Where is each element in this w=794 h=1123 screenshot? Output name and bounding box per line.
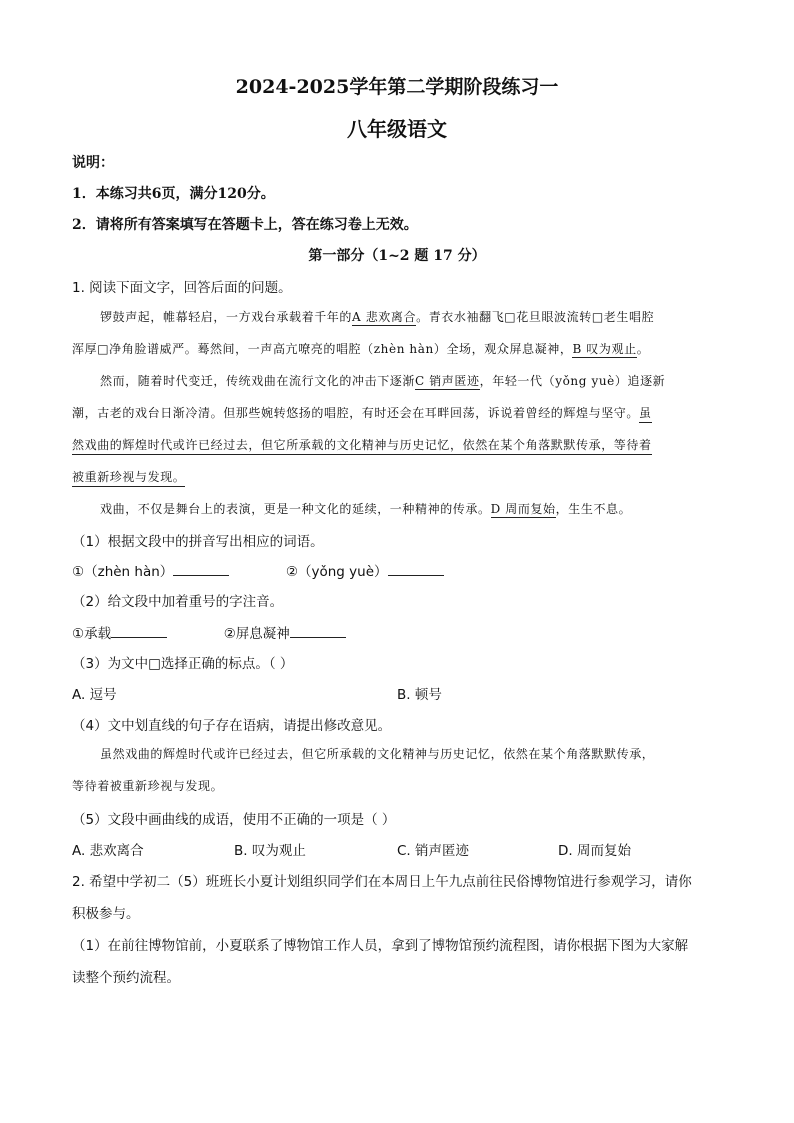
answer-blank[interactable]: [388, 563, 444, 576]
word-2-label: ②屏息凝神: [223, 626, 290, 642]
pinyin-1-label: ①（zhèn hàn）: [72, 564, 174, 580]
question-1-stem: 1. 阅读下面文字，回答后面的问题。: [72, 280, 292, 296]
idiom-a: A 悲欢离合: [352, 310, 417, 324]
subq-5-option-c[interactable]: C. 销声匿迹: [397, 843, 470, 859]
idiom-d: D 周而复始: [490, 502, 556, 516]
passage-p2-line3: [72, 436, 652, 453]
question-2-stem-line2: 积极参与。: [72, 906, 140, 922]
subq-5: （5）文段中画曲线的成语，使用不正确的一项是（ ）: [72, 812, 396, 828]
exam-subtitle: 八年级语文: [347, 117, 447, 141]
passage-text: 浑厚□净角脸谱威严。蓦然间，一声高亢嘹亮的唱腔（zhèn hàn）全场，观众屏息凝神，: [72, 342, 573, 356]
question-2-stem-line1: 2. 希望中学初二（5）班班长小夏计划组织同学们在本周日上午九点前往民俗博物馆进行参观学习，请你: [72, 874, 692, 890]
idiom-b: B 叹为观止: [572, 342, 637, 356]
underlined-sentence: 被重新珍视与发现。: [72, 470, 185, 487]
question-2-subq-1-line1: （1）在前往博物馆前，小夏联系了博物馆工作人员，拿到了博物馆预约流程图，请你根据下图为大家解: [72, 938, 689, 954]
passage-p3: [100, 500, 631, 517]
passage-p1-line1: [100, 308, 654, 325]
passage-p2-line2: [72, 404, 652, 421]
passage-p2-line4: [72, 468, 185, 485]
underlined-sentence: 然戏曲的辉煌时代或许已经过去，但它所承载的文化精神与历史记忆，依然在某个角落默默传承，等待着: [72, 438, 652, 455]
word-1-label: ①承载: [72, 626, 112, 642]
passage-text: ，生生不息。: [555, 502, 632, 516]
passage-p2-line1: [100, 372, 665, 389]
section-heading: 第一部分（1~2 题 17 分）: [308, 248, 486, 264]
subq-4-sentence-line2: 等待着被重新珍视与发现。: [72, 779, 224, 793]
subq-2: （2）给文段中加着重号的字注音。: [72, 594, 284, 610]
subq-5-option-d[interactable]: D. 周而复始: [558, 843, 631, 859]
passage-p1-line2: [72, 340, 649, 357]
idiom-c: C 销声匿迹: [415, 374, 480, 388]
pinyin-2-label: ②（yǒng yuè）: [285, 564, 388, 580]
passage-text: 。: [636, 342, 650, 356]
passage-text: 然而，随着时代变迁，传统戏曲在流行文化的冲击下逐渐: [100, 374, 416, 388]
passage-text: 锣鼓声起，帷幕轻启，一方戏台承载着千年的: [100, 310, 353, 324]
subq-5-option-a[interactable]: A. 悲欢离合: [72, 843, 144, 859]
subq-1-answers: [72, 560, 444, 580]
passage-text: ，年轻一代（yǒng yuè）追逐新: [479, 374, 666, 388]
subq-2-answers: [72, 622, 346, 642]
answer-blank[interactable]: [290, 625, 346, 638]
notes-item-1: 1．本练习共6页，满分120分。: [72, 186, 275, 202]
subq-4: （4）文中划直线的句子存在语病，请提出修改意见。: [72, 718, 392, 734]
question-2-subq-1-line2: 读整个预约流程。: [72, 970, 180, 986]
passage-text: 。青衣水袖翻飞□花旦眼波流转□老生唱腔: [416, 310, 655, 324]
passage-text: 戏曲，不仅是舞台上的表演，更是一种文化的延续，一种精神的传承。: [100, 502, 491, 516]
subq-3-option-a[interactable]: A. 逗号: [72, 687, 117, 703]
subq-1: （1）根据文段中的拼音写出相应的词语。: [72, 534, 324, 550]
passage-text: 潮，古老的戏台日渐冷清。但那些婉转悠扬的唱腔，有时还会在耳畔回荡，诉说着曾经的辉煌与坚守。: [72, 406, 640, 420]
underlined-sentence: 虽: [639, 406, 652, 423]
answer-blank[interactable]: [111, 625, 167, 638]
notes-label: 说明：: [72, 155, 114, 171]
answer-blank[interactable]: [173, 563, 229, 576]
exam-title: 2024-2025学年第二学期阶段练习一: [235, 76, 559, 98]
subq-4-sentence-line1: 虽然戏曲的辉煌时代或许已经过去，但它所承载的文化精神与历史记忆，依然在某个角落默默传承，: [100, 747, 655, 761]
subq-3-option-b[interactable]: B. 顿号: [397, 687, 442, 703]
subq-5-option-b[interactable]: B. 叹为观止: [234, 843, 306, 859]
subq-3: （3）为文中□选择正确的标点。（ ）: [72, 656, 294, 672]
notes-item-2: 2．请将所有答案填写在答题卡上，答在练习卷上无效。: [72, 217, 418, 233]
